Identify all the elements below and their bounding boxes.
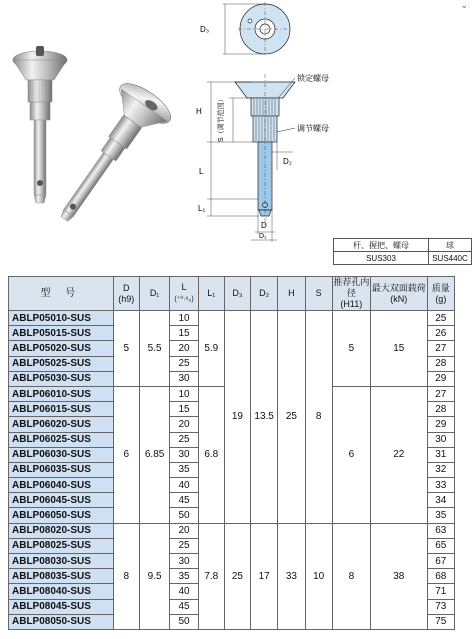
diameter-D2-cell: 13.5 xyxy=(251,311,278,524)
header-S: S xyxy=(305,277,332,311)
dim-D-label: D xyxy=(261,221,267,230)
model-number-cell: ABLP06035-SUS xyxy=(9,462,114,477)
length-L-cell: 40 xyxy=(170,478,198,493)
header-D3: D₃ xyxy=(224,277,250,311)
material-value-ball: SUS440C xyxy=(429,252,472,265)
material-header-ball: 球 xyxy=(429,239,472,252)
model-number-cell: ABLP08040-SUS xyxy=(9,584,114,599)
model-number-cell: ABLP06040-SUS xyxy=(9,478,114,493)
mass-cell: 73 xyxy=(427,599,454,614)
model-number-cell: ABLP06010-SUS xyxy=(9,386,114,401)
model-number-cell: ABLP06050-SUS xyxy=(9,508,114,523)
mass-cell: 28 xyxy=(427,402,454,417)
mass-cell: 28 xyxy=(427,356,454,371)
model-number-cell: ABLP08030-SUS xyxy=(9,554,114,569)
header-D: D (h9) xyxy=(113,277,139,311)
spec-table xyxy=(8,276,455,630)
length-L-cell: 50 xyxy=(170,614,198,629)
header-L: L (⁺⁰·⁶₀) xyxy=(170,277,198,311)
mass-cell: 32 xyxy=(427,462,454,477)
model-number-cell: ABLP05015-SUS xyxy=(9,326,114,341)
length-L-cell: 10 xyxy=(170,311,198,326)
material-header-body: 杆、握把、螺母 xyxy=(334,239,429,252)
max-load-cell: 38 xyxy=(370,523,427,629)
model-number-cell: ABLP06025-SUS xyxy=(9,432,114,447)
model-number-cell: ABLP05010-SUS xyxy=(9,311,114,326)
diameter-D1-cell: 6.85 xyxy=(139,386,170,523)
header-model: 型 号 xyxy=(9,277,114,311)
length-L-cell: 20 xyxy=(170,417,198,432)
header-D1: D₁ xyxy=(139,277,170,311)
mass-cell: 27 xyxy=(427,386,454,401)
length-L-cell: 15 xyxy=(170,326,198,341)
mass-cell: 63 xyxy=(427,523,454,538)
ball-lock-pin-photo-1 xyxy=(13,46,67,203)
length-L-cell: 20 xyxy=(170,523,198,538)
length-L-cell: 25 xyxy=(170,432,198,447)
length-L-cell: 40 xyxy=(170,584,198,599)
model-number-cell: ABLP06045-SUS xyxy=(9,493,114,508)
mass-cell: 35 xyxy=(427,508,454,523)
mass-cell: 30 xyxy=(427,432,454,447)
diameter-D2-cell: 17 xyxy=(251,523,278,629)
diameter-D-cell: 8 xyxy=(113,523,139,629)
recommended-hole-cell: 6 xyxy=(332,386,370,523)
ball-lock-pin-photo-2 xyxy=(40,76,177,228)
dim-L-label: L xyxy=(199,167,204,176)
header-recommended-hole: 推荐孔内径 (H11) xyxy=(333,277,370,309)
length-L-cell: 25 xyxy=(170,356,198,371)
model-number-cell: ABLP06030-SUS xyxy=(9,447,114,462)
mass-cell: 68 xyxy=(427,569,454,584)
recommended-hole-cell: 8 xyxy=(332,523,370,629)
model-number-cell: ABLP08045-SUS xyxy=(9,599,114,614)
corner-mark: ⌄ xyxy=(460,0,468,10)
dim-H-label: H xyxy=(196,107,202,116)
mass-cell: 65 xyxy=(427,538,454,553)
product-photos xyxy=(8,38,193,228)
height-H-cell: 25 xyxy=(278,311,305,524)
length-L-cell: 20 xyxy=(170,341,198,356)
mass-cell: 67 xyxy=(427,554,454,569)
material-value-body: SUS303 xyxy=(334,252,429,265)
adjust-nut-label: 调节螺母 xyxy=(297,124,329,133)
diameter-D-cell: 6 xyxy=(113,386,139,523)
length-L-cell: 45 xyxy=(170,599,198,614)
diameter-D-cell: 5 xyxy=(113,311,139,387)
technical-drawing xyxy=(193,2,473,242)
model-number-cell: ABLP05030-SUS xyxy=(9,371,114,386)
mass-cell: 75 xyxy=(427,614,454,629)
diameter-D3-cell: 19 xyxy=(224,311,250,524)
length-L-cell: 50 xyxy=(170,508,198,523)
diameter-D1-cell: 9.5 xyxy=(139,523,170,629)
length-L1-cell: 7.8 xyxy=(198,523,224,629)
spec-table-header xyxy=(9,277,455,311)
dim-D2-label: D₂ xyxy=(283,157,292,166)
header-max-load: 最大双面载荷 (kN) xyxy=(370,277,427,311)
table-row xyxy=(9,523,455,538)
dim-L1-label: L₁ xyxy=(198,204,206,213)
length-L-cell: 30 xyxy=(170,554,198,569)
diameter-D3-cell: 25 xyxy=(224,523,250,629)
recommended-hole-cell: 5 xyxy=(332,311,370,387)
adjust-S-cell: 8 xyxy=(305,311,332,524)
adjust-S-cell: 10 xyxy=(305,523,332,629)
model-number-cell: ABLP08020-SUS xyxy=(9,523,114,538)
spec-table-body xyxy=(9,311,455,630)
length-L-cell: 35 xyxy=(170,569,198,584)
header-D2: D₂ xyxy=(251,277,278,311)
table-row xyxy=(9,311,455,326)
model-number-cell: ABLP08035-SUS xyxy=(9,569,114,584)
model-number-cell: ABLP05025-SUS xyxy=(9,356,114,371)
mass-cell: 71 xyxy=(427,584,454,599)
height-H-cell: 33 xyxy=(278,523,305,629)
mass-cell: 29 xyxy=(427,417,454,432)
model-number-cell: ABLP05020-SUS xyxy=(9,341,114,356)
model-number-cell: ABLP06020-SUS xyxy=(9,417,114,432)
diameter-D1-cell: 5.5 xyxy=(139,311,170,387)
length-L-cell: 35 xyxy=(170,462,198,477)
model-number-cell: ABLP06015-SUS xyxy=(9,402,114,417)
length-L-cell: 25 xyxy=(170,538,198,553)
model-number-cell: ABLP08025-SUS xyxy=(9,538,114,553)
mass-cell: 34 xyxy=(427,493,454,508)
mass-cell: 27 xyxy=(427,341,454,356)
mass-cell: 25 xyxy=(427,311,454,326)
model-number-cell: ABLP08050-SUS xyxy=(9,614,114,629)
mass-cell: 33 xyxy=(427,478,454,493)
header-mass: 质量 (g) xyxy=(427,277,454,311)
length-L-cell: 15 xyxy=(170,402,198,417)
length-L-cell: 45 xyxy=(170,493,198,508)
material-table xyxy=(333,238,472,265)
dim-S-label: S（调节范围） xyxy=(218,95,225,142)
mass-cell: 26 xyxy=(427,326,454,341)
length-L1-cell: 5.9 xyxy=(198,311,224,387)
length-L-cell: 10 xyxy=(170,386,198,401)
length-L1-cell: 6.8 xyxy=(198,386,224,523)
max-load-cell: 15 xyxy=(370,311,427,387)
length-L-cell: 30 xyxy=(170,371,198,386)
length-L-cell: 30 xyxy=(170,447,198,462)
dim-D1-label: D₁ xyxy=(259,233,267,240)
header-H: H xyxy=(278,277,305,311)
max-load-cell: 22 xyxy=(370,386,427,523)
dim-D3-label: D₃ xyxy=(200,25,210,34)
mass-cell: 29 xyxy=(427,371,454,386)
lock-nut-label: 锁定螺母 xyxy=(297,74,329,83)
mass-cell: 31 xyxy=(427,447,454,462)
header-L1: L₁ xyxy=(198,277,224,311)
